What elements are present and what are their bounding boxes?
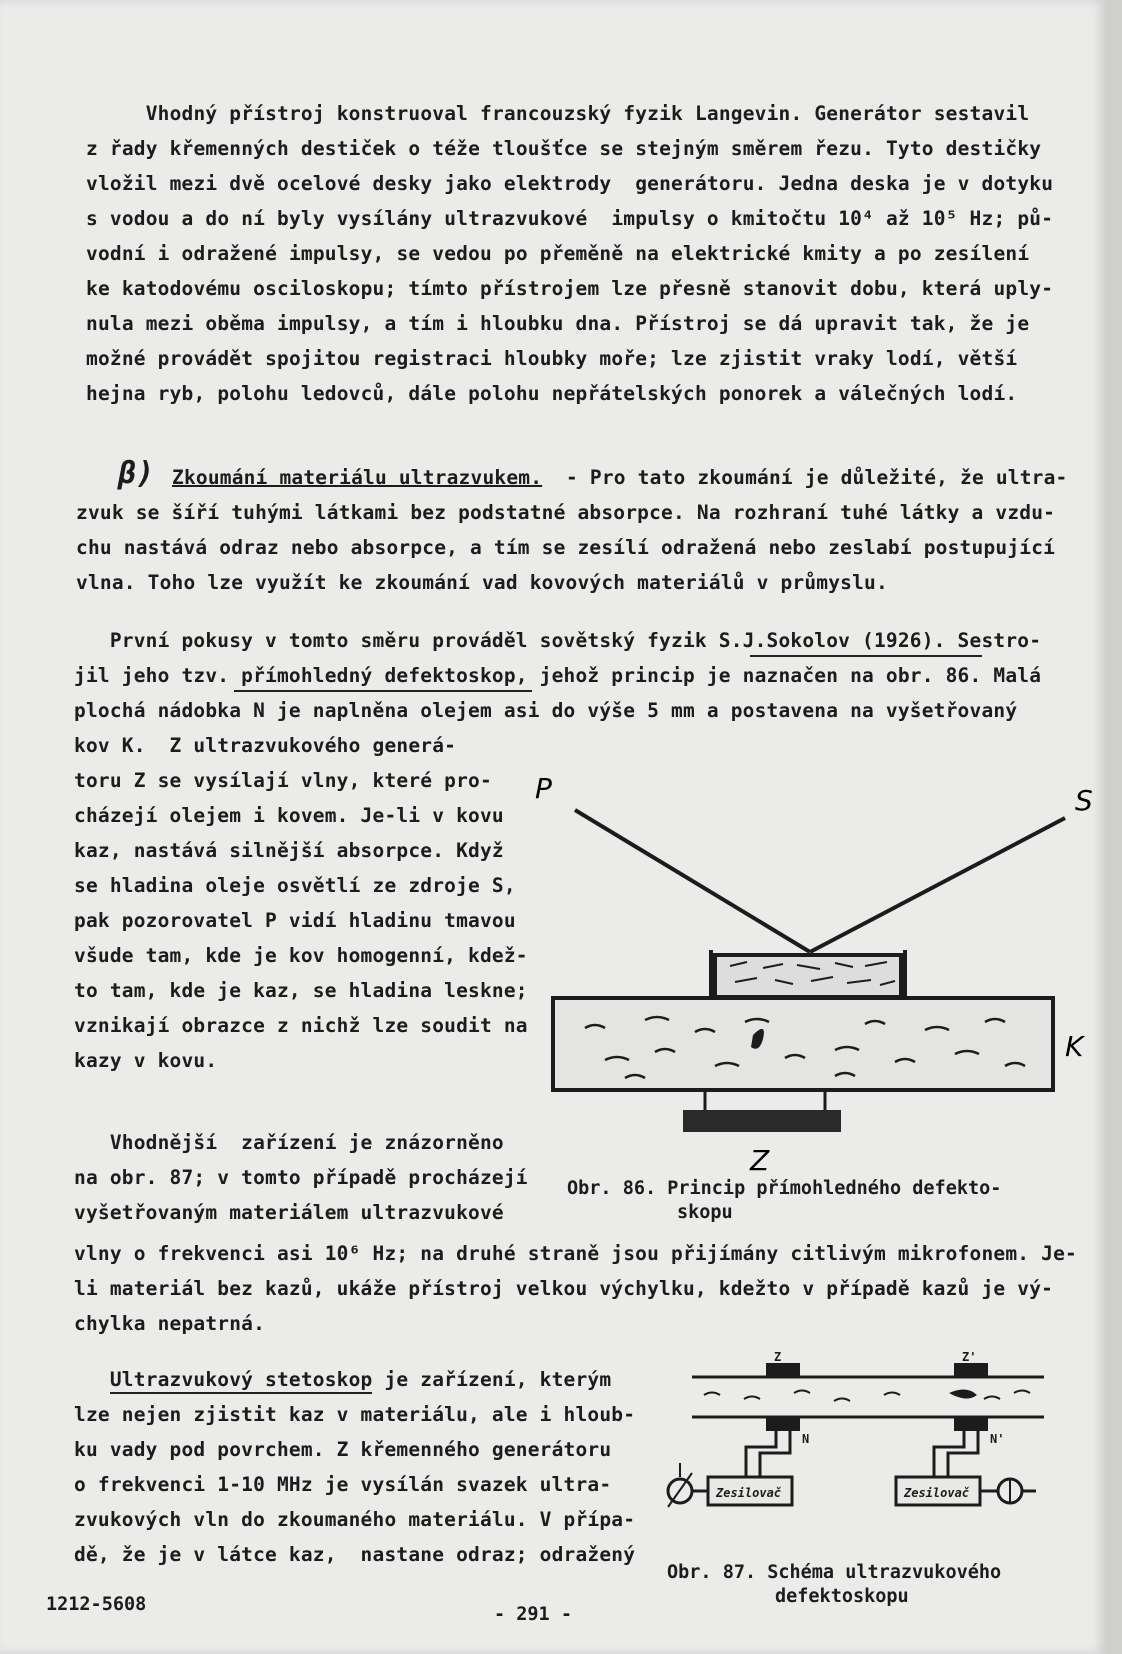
text-line: pak pozorovatel P vidí hladinu tmavou xyxy=(74,909,516,932)
oil-container xyxy=(715,955,901,997)
text-line: ke katodovému osciloskopu; tímto přístrojem lze přesně stanovit dobu, která uply- xyxy=(86,277,1054,300)
text-line: možné provádět spojitou registraci hloubky moře; lze zjistit vraky lodí, větší xyxy=(86,347,1018,370)
text-line: vodní i odražené impulsy, se vedou po přeměně na elektrické kmity a po zesílení xyxy=(86,242,1030,265)
label-z: Z xyxy=(750,1144,770,1177)
text-line: Vhodný přístroj konstruoval francouzský fyzik Langevin. Generátor sestavil xyxy=(86,102,1030,125)
figure-86-diagram xyxy=(535,770,1095,1190)
label-k: K xyxy=(1065,1030,1084,1063)
generator xyxy=(683,1110,841,1132)
label-z-right: Z' xyxy=(962,1350,977,1364)
text-line: chylka nepatrná. xyxy=(74,1312,266,1335)
text-line: Ultrazvukový stetoskop je zařízení, kterým xyxy=(74,1368,612,1391)
text-line: ku vady pod povrchem. Z křemenného generátoru xyxy=(74,1438,612,1461)
text-line: jil jeho tzv. přímohledný defektoskop, jehož princip je naznačen na obr. 86. Malá xyxy=(74,664,1042,687)
observer-ray xyxy=(575,810,810,952)
label-s: S xyxy=(1075,784,1093,817)
page-number: - 291 - xyxy=(494,1604,572,1625)
page-edge xyxy=(1106,0,1122,1654)
text-line: li materiál bez kazů, ukáže přístroj velkou výchylku, kdežto v případě kazů je vý- xyxy=(74,1277,1054,1300)
amplifier-left-label: Zesilovač xyxy=(716,1486,782,1500)
text-line: kov K. Z ultrazvukového generá- xyxy=(74,734,457,757)
text-line: nula mezi oběma impulsy, a tím i hloubku dna. Přístroj se dá upravit tak, že je xyxy=(86,312,1030,335)
text-line: kaz, nastává silnější absorpce. Když xyxy=(74,839,504,862)
text-line: hejna ryb, polohu ledovců, dále polohu nepřátelských ponorek a válečných lodí. xyxy=(86,382,1018,405)
label-n-right: N' xyxy=(990,1432,1005,1446)
document-code: 1212-5608 xyxy=(46,1594,147,1615)
text-line: vlna. Toho lze využít ke zkoumání vad kovových materiálů v průmyslu. xyxy=(76,571,888,594)
section-heading: Zkoumání materiálu ultrazvukem. xyxy=(172,466,543,489)
defect-spot xyxy=(949,1389,977,1398)
text-line: všude tam, kde je kov homogenní, kdež- xyxy=(74,944,528,967)
text-line: zvukových vln do zkoumaného materiálu. V přípa- xyxy=(74,1508,636,1531)
label-z-left: Z xyxy=(774,1350,782,1364)
text-line: cházejí olejem i kovem. Je-li v kovu xyxy=(74,804,504,827)
source-ray xyxy=(810,818,1065,952)
figure-86-caption: Obr. 86. Princip přímohledného defekto- xyxy=(567,1178,1002,1199)
text-line: to tam, kde je kaz, se hladina leskne; xyxy=(74,979,528,1002)
text-line: První pokusy v tomto směru prováděl sovětský fyzik S.J.Sokolov (1926). Sestro- xyxy=(74,629,1042,652)
underline-defektoskop xyxy=(234,690,532,692)
text-line: lze nejen zjistit kaz v materiálu, ale i hloub- xyxy=(74,1403,636,1426)
text-line: vyšetřovaným materiálem ultrazvukové xyxy=(74,1201,504,1224)
label-n-left: N xyxy=(802,1432,810,1446)
section-marker: β) xyxy=(118,456,155,491)
underline-stetoskop xyxy=(110,1392,372,1394)
text-line: vznikají obrazce z nichž lze soudit na xyxy=(74,1014,528,1037)
text-line: na obr. 87; v tomto případě procházejí xyxy=(74,1166,528,1189)
text-line: o frekvenci 1-10 MHz je vysílán svazek ultra- xyxy=(74,1473,612,1496)
text-line: vložil mezi dvě ocelové desky jako elektrody generátoru. Jedna deska je v dotyku xyxy=(86,172,1054,195)
figure-87-diagram xyxy=(664,1350,1064,1555)
text-line: plochá nádobka N je naplněna olejem asi do výše 5 mm a postavena na vyšetřovaný xyxy=(74,699,1018,722)
figure-86-caption-cont: skopu xyxy=(677,1202,733,1223)
label-p: P xyxy=(535,772,552,805)
amplifier-right-label: Zesilovač xyxy=(904,1486,970,1500)
text-line: vlny o frekvenci asi 10⁶ Hz; na druhé straně jsou přijímány citlivým mikrofonem. Je- xyxy=(74,1242,1077,1265)
text-line: se hladina oleje osvětlí ze zdroje S, xyxy=(74,874,516,897)
text-line: chu nastává odraz nebo absorpce, a tím se zesílí odražená nebo zeslabí postupující xyxy=(76,536,1056,559)
text-line: dě, že je v látce kaz, nastane odraz; odražený xyxy=(74,1543,636,1566)
figure-87-caption-cont: defektoskopu xyxy=(775,1586,909,1607)
text-line: zvuk se šíří tuhými látkami bez podstatné absorpce. Na rozhraní tuhé látky a vzdu- xyxy=(76,501,1056,524)
text-line: toru Z se vysílají vlny, které pro- xyxy=(74,769,492,792)
text-line: Vhodnější zařízení je znázorněno xyxy=(74,1131,504,1154)
text-line: - Pro tato zkoumání je důležité, že ultra- xyxy=(566,466,1068,489)
figure-87-caption: Obr. 87. Schéma ultrazvukového xyxy=(667,1562,1002,1583)
text-line: z řady křemenných destiček o téže tloušťce se stejným směrem řezu. Tyto destičky xyxy=(86,137,1042,160)
text-line: kazy v kovu. xyxy=(74,1049,218,1072)
underline-sokolov xyxy=(750,655,982,657)
text-line: s vodou a do ní byly vysílány ultrazvukové impulsy o kmitočtu 10⁴ až 10⁵ Hz; pů- xyxy=(86,207,1054,230)
